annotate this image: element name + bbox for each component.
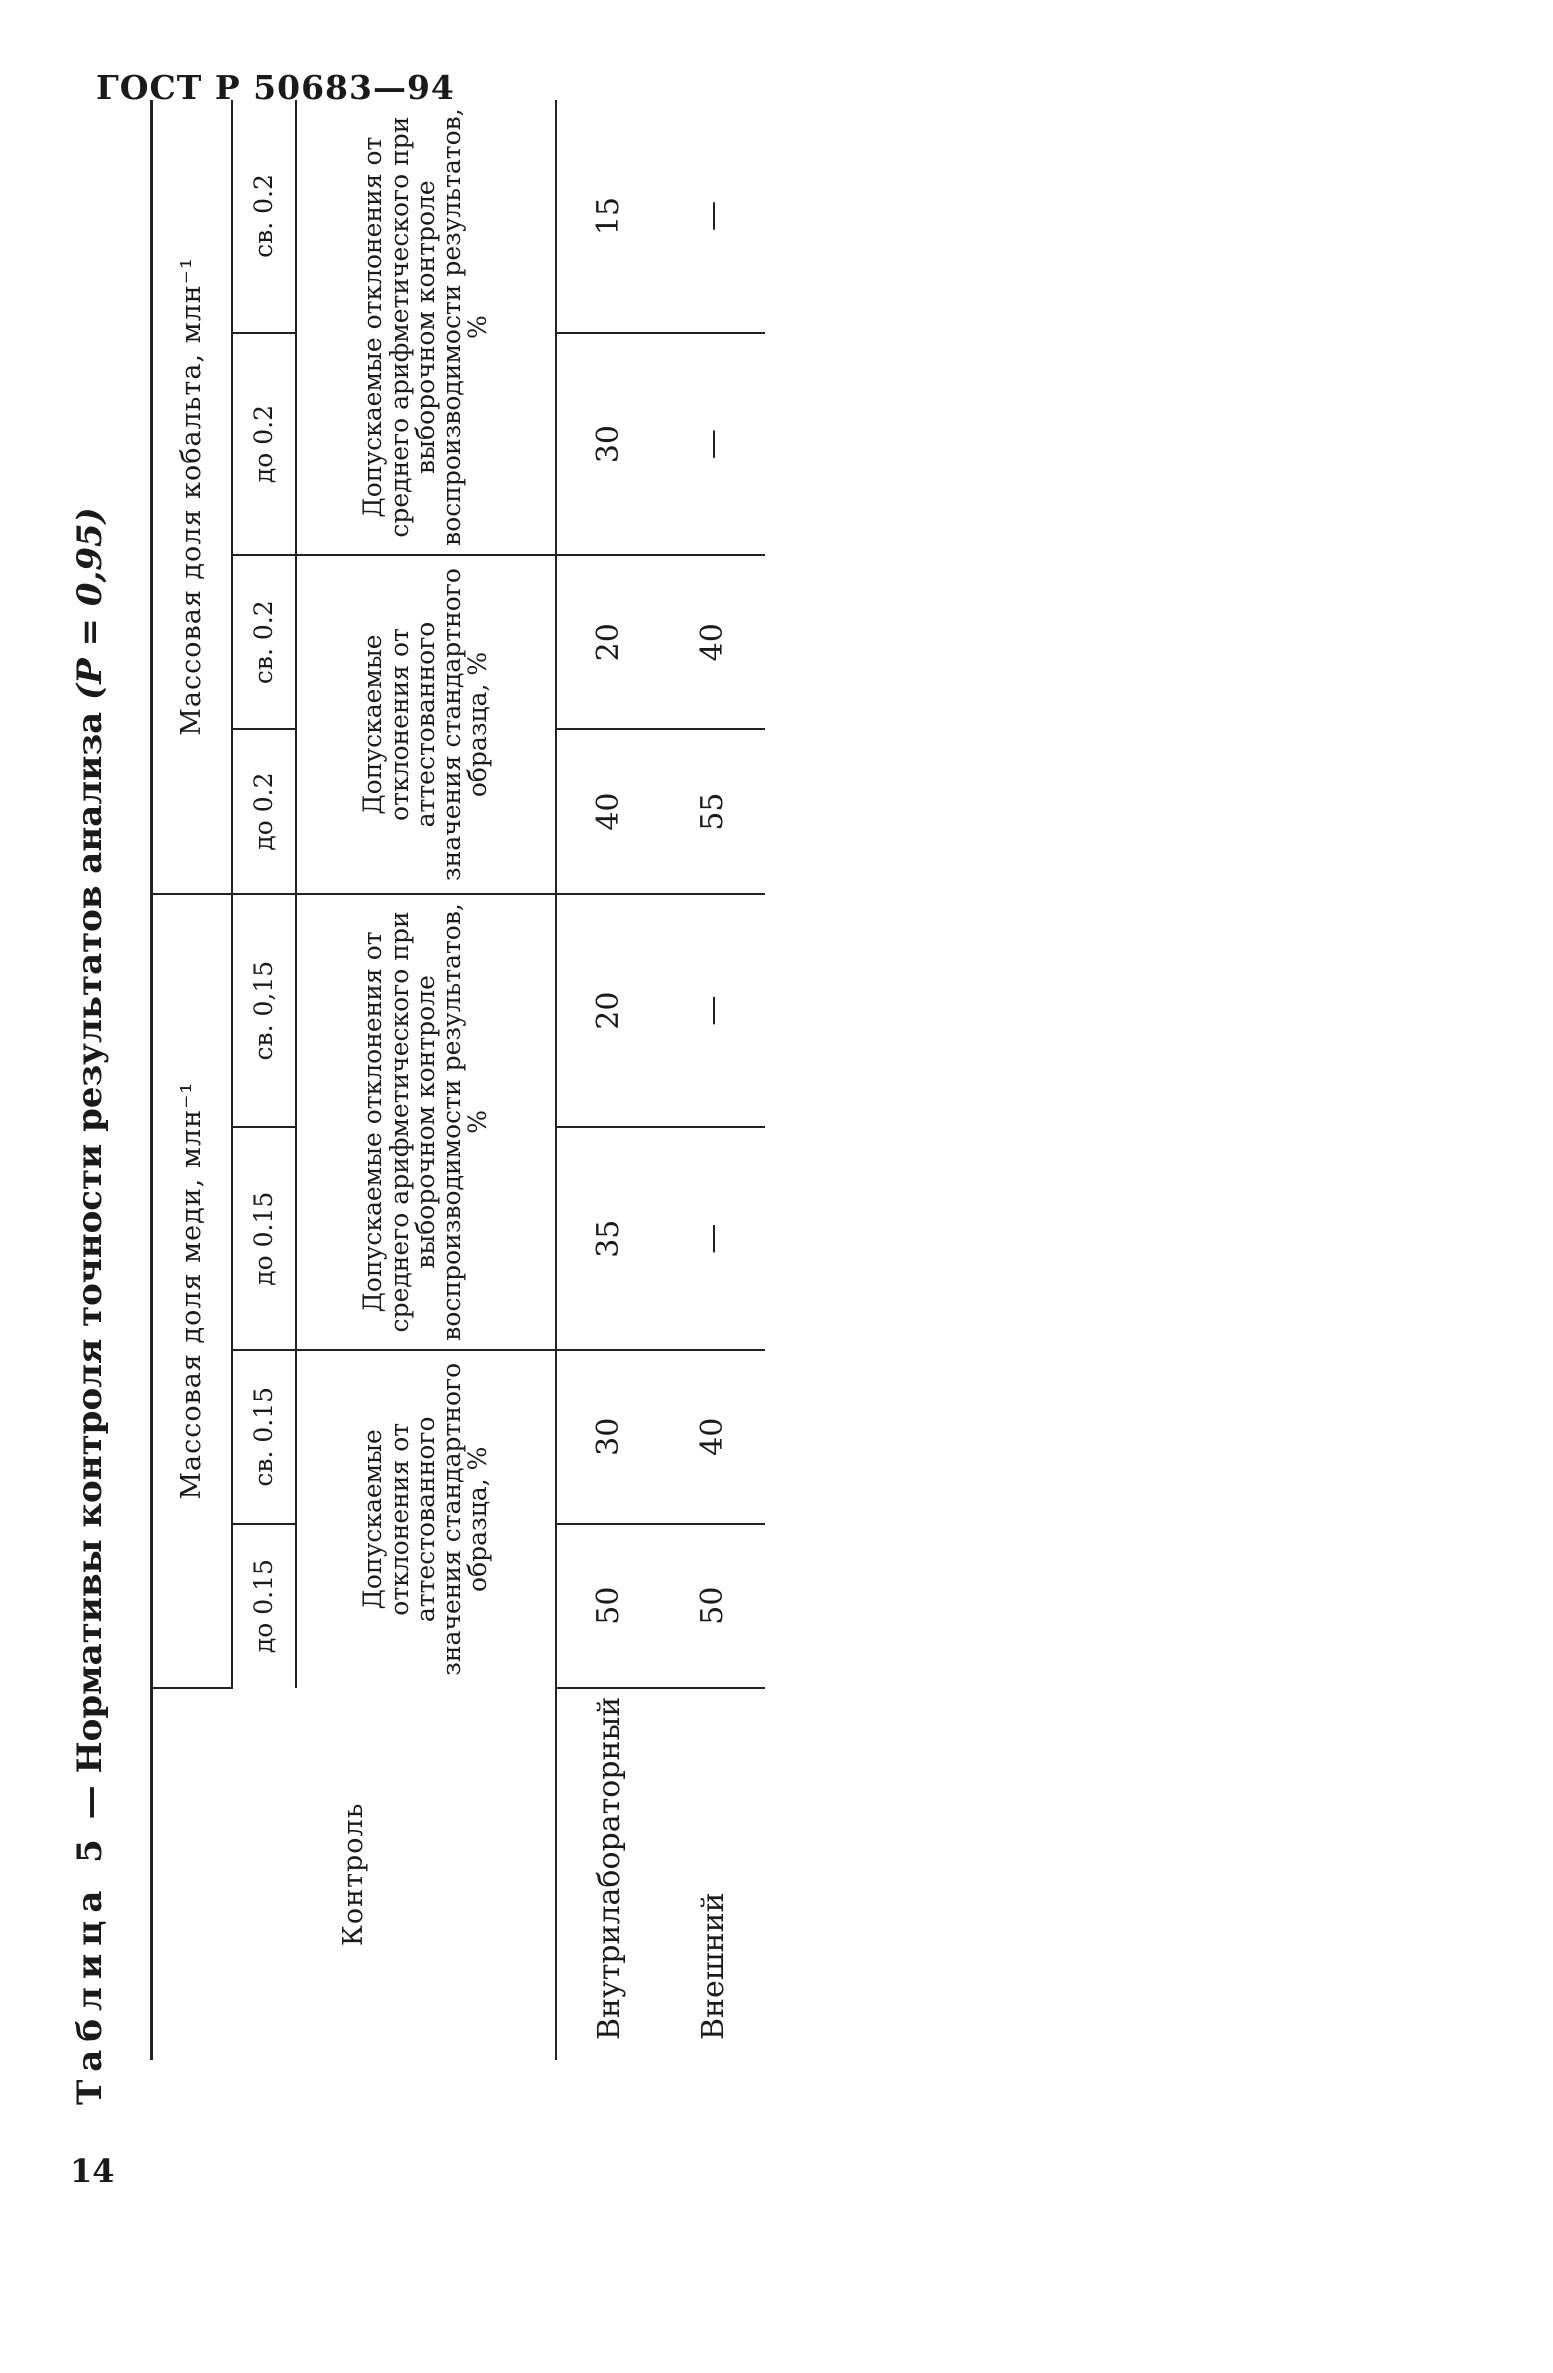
table-cell: —	[661, 1127, 765, 1350]
table-cell: —	[661, 333, 765, 555]
description-header: Допускаемые отклонения от аттестованного значения стандартного образца, %	[296, 555, 556, 894]
range-header: св. 0.2	[232, 555, 296, 729]
accuracy-norms-table	[150, 100, 765, 2060]
rotated-table-block	[70, 105, 930, 2105]
table-cell: 20	[556, 555, 661, 729]
table-cell: 55	[661, 729, 765, 894]
row-label: Внутрилабораторный	[556, 1688, 661, 2060]
range-header: св. 0,15	[232, 894, 296, 1128]
table-caption-probability: (P = 0,95)	[70, 507, 110, 700]
table-header-row-groups	[152, 100, 233, 2060]
control-column-header: Контроль	[152, 1688, 557, 2060]
row-label: Внешний	[695, 1892, 731, 2040]
table-cell: 40	[661, 1350, 765, 1524]
table-caption-label: Таблица 5	[70, 1831, 110, 2105]
range-header: до 0.2	[232, 729, 296, 894]
description-header: Допускаемые отклонения от аттестованного значения стандартного образца, %	[296, 1350, 556, 1688]
range-header: св. 0.15	[232, 1350, 296, 1524]
group-header-cobalt: Массовая доля кобальта, млн⁻¹	[152, 100, 233, 894]
range-header: до 0.2	[232, 333, 296, 555]
page-number: 14	[70, 2152, 115, 2190]
table-row	[661, 100, 765, 2060]
table-cell: 20	[556, 894, 661, 1128]
table-cell: 30	[556, 333, 661, 555]
table-cell: 40	[661, 555, 765, 729]
range-header: св. 0.2	[232, 100, 296, 333]
table-caption-dash: —	[70, 1785, 110, 1820]
table-cell: 50	[661, 1524, 765, 1688]
table-cell: 15	[556, 100, 661, 333]
table-row	[556, 100, 661, 2060]
table-cell: 40	[556, 729, 661, 894]
table-cell: 35	[556, 1127, 661, 1350]
table-cell: 30	[556, 1350, 661, 1524]
table-caption-text: Нормативы контроля точности результатов анализа	[70, 711, 110, 1774]
table-cell: —	[661, 894, 765, 1128]
description-header: Допускаемые отклонения от среднего арифметического при выборочном контроле воспроизводимости результатов, %	[296, 894, 556, 1350]
table-cell: —	[661, 100, 765, 333]
range-header: до 0.15	[232, 1127, 296, 1350]
table-caption	[70, 105, 130, 2105]
range-header: до 0.15	[232, 1524, 296, 1688]
group-header-copper: Массовая доля меди, млн⁻¹	[152, 894, 233, 1688]
table-cell: 50	[556, 1524, 661, 1688]
description-header: Допускаемые отклонения от среднего арифметического при выборочном контроле воспроизводимости результатов, %	[296, 100, 556, 555]
document-code: ГОСТ Р 50683—94	[96, 68, 455, 107]
